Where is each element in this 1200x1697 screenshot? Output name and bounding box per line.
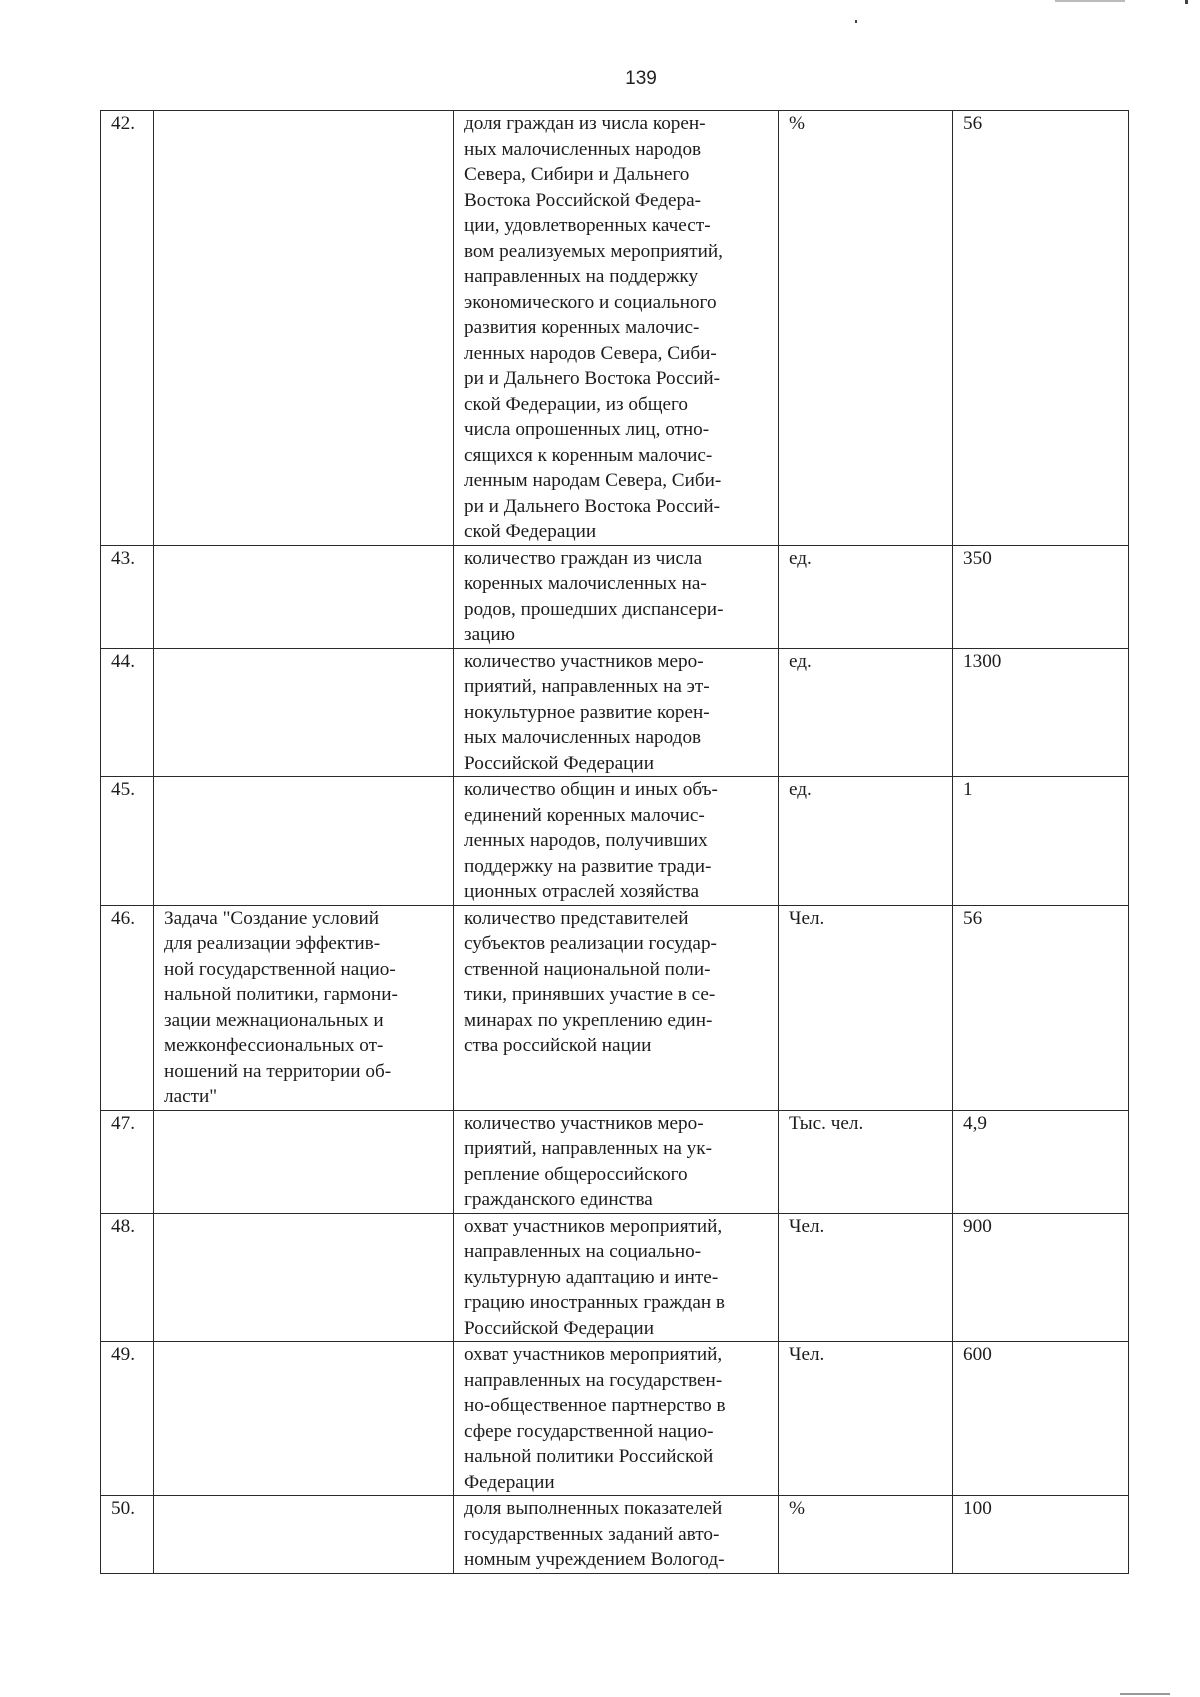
indicators-table [100, 110, 1129, 1574]
value-cell: 56 [953, 111, 1129, 546]
row-number: 44. [101, 648, 154, 777]
value-cell: 1 [953, 777, 1129, 906]
unit-cell: ед. [779, 648, 953, 777]
indicator-cell: охват участников мероприятий, направленных на государствен- но-общественное партнерство в сфере государственной нацио- нальной политики Российской Федерации [454, 1342, 779, 1496]
value-cell: 900 [953, 1213, 1129, 1342]
value-cell: 600 [953, 1342, 1129, 1496]
value-cell: 100 [953, 1496, 1129, 1574]
indicator-cell: охват участников мероприятий, направленных на социально- культурную адаптацию и инте- грацию иностранных граждан в Российской Федерации [454, 1213, 779, 1342]
row-number: 42. [101, 111, 154, 546]
unit-cell: Чел. [779, 905, 953, 1110]
task-cell: Задача "Создание условий для реализации эффектив- ной государственной нацио- нальной политики, гармони- зации межнациональных и межконфессиональных от- ношений на территории об- ласти" [154, 905, 454, 1110]
task-cell [154, 1213, 454, 1342]
table-row [101, 1342, 1129, 1496]
task-cell [154, 777, 454, 906]
indicator-cell: доля выполненных показателей государственных заданий авто- номным учреждением Вологод- [454, 1496, 779, 1574]
table-row [101, 1496, 1129, 1574]
indicator-cell: доля граждан из числа корен- ных малочисленных народов Севера, Сибири и Дальнего Востока Российской Федера- ции, удовлетворенных качест- вом реализуемых мероприятий, направленных на поддержку экономического и социального развития коренных малочис- ленных народов Севера, Сиби- ри и Дальнего Востока Россий- ской Федерации, из общего числа опрошенных лиц, отно- сящихся к коренным малочис- ленным народам Севера, Сиби- ри и Дальнего Востока Россий- ской Федерации [454, 111, 779, 546]
table-row [101, 111, 1129, 546]
row-number: 50. [101, 1496, 154, 1574]
scan-mark-top [855, 20, 857, 23]
table-row [101, 545, 1129, 648]
value-cell: 4,9 [953, 1110, 1129, 1213]
indicator-cell: количество общин и иных объ- единений коренных малочис- ленных народов, получивших поддержку на развитие тради- ционных отраслей хозяйства [454, 777, 779, 906]
task-cell [154, 111, 454, 546]
table-row [101, 905, 1129, 1110]
page-number: 139 [625, 68, 657, 89]
value-cell: 1300 [953, 648, 1129, 777]
table-row [101, 648, 1129, 777]
unit-cell: Тыс. чел. [779, 1110, 953, 1213]
row-number: 45. [101, 777, 154, 906]
scan-mark-top-right [1055, 0, 1125, 2]
row-number: 49. [101, 1342, 154, 1496]
unit-cell: ед. [779, 545, 953, 648]
indicator-cell: количество участников меро- приятий, направленных на ук- репление общероссийского гражданского единства [454, 1110, 779, 1213]
value-cell: 56 [953, 905, 1129, 1110]
scan-mark-top-right-dot [1185, 0, 1188, 4]
row-number: 46. [101, 905, 154, 1110]
value-cell: 350 [953, 545, 1129, 648]
task-cell [154, 648, 454, 777]
scan-mark-bottom-right [1120, 1693, 1170, 1695]
task-cell [154, 545, 454, 648]
table-row [101, 1110, 1129, 1213]
task-cell [154, 1342, 454, 1496]
task-cell [154, 1110, 454, 1213]
table-row [101, 777, 1129, 906]
task-cell [154, 1496, 454, 1574]
unit-cell: ед. [779, 777, 953, 906]
unit-cell: Чел. [779, 1342, 953, 1496]
row-number: 48. [101, 1213, 154, 1342]
indicator-cell: количество граждан из числа коренных малочисленных на- родов, прошедших диспансери- зацию [454, 545, 779, 648]
unit-cell: % [779, 111, 953, 546]
indicator-cell: количество участников меро- приятий, направленных на эт- нокультурное развитие корен- ных малочисленных народов Российской Федерации [454, 648, 779, 777]
indicator-cell: количество представителей субъектов реализации государ- ственной национальной поли- тики, принявших участие в се- минарах по укреплению един- ства российской нации [454, 905, 779, 1110]
table-row [101, 1213, 1129, 1342]
row-number: 47. [101, 1110, 154, 1213]
row-number: 43. [101, 545, 154, 648]
unit-cell: % [779, 1496, 953, 1574]
unit-cell: Чел. [779, 1213, 953, 1342]
